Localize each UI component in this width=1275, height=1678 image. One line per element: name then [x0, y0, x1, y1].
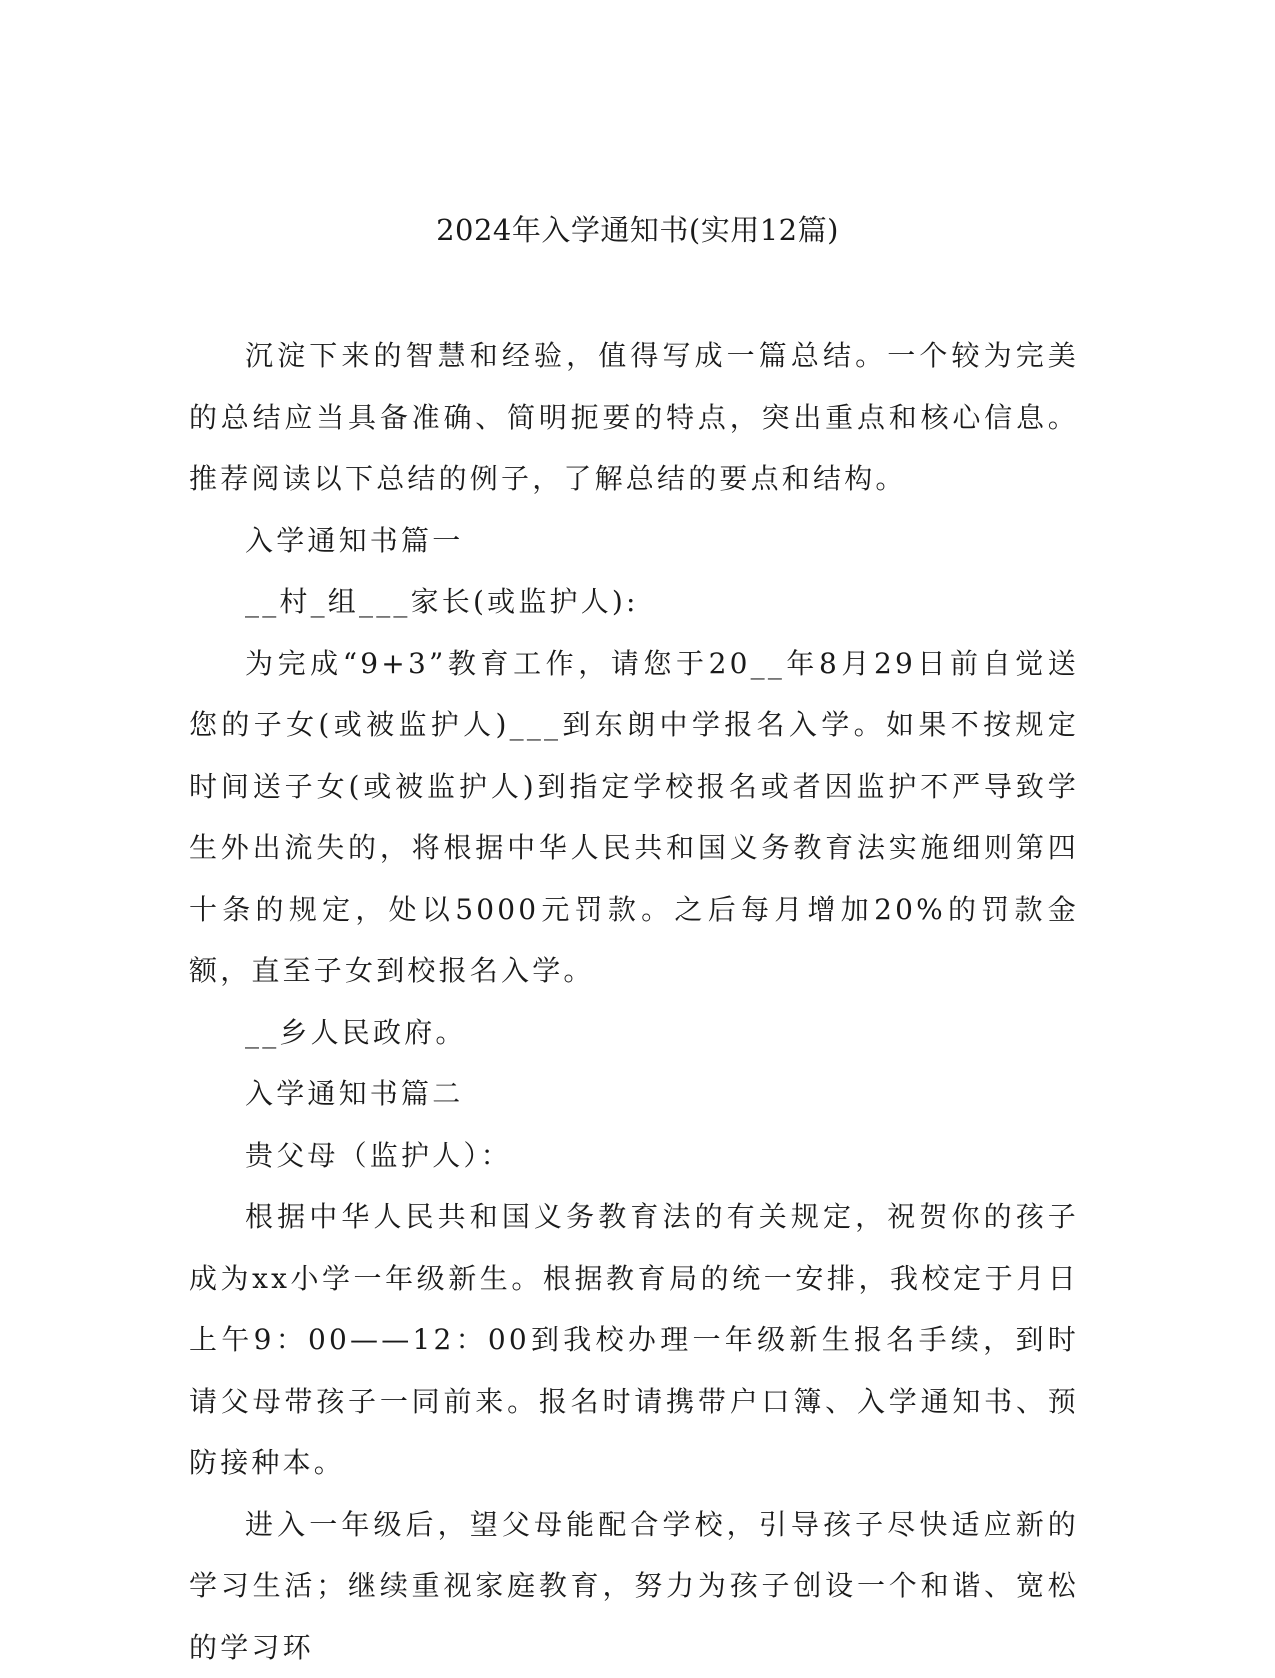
section-heading-1: 入学通知书篇一 — [189, 510, 1079, 572]
notice-paragraph-2: 根据中华人民共和国义务教育法的有关规定，祝贺你的孩子成为xx小学一年级新生。根据教育局的统一安排，我校定于月日上午9：00——12：00到我校办理一年级新生报名手续，到时请父母带孩子一同前来。报名时请携带户口簿、入学通知书、预防接种本。 — [189, 1186, 1079, 1494]
signature-1: __乡人民政府。 — [189, 1002, 1079, 1064]
document-title: 2024年入学通知书(实用12篇) — [0, 210, 1275, 250]
notice-paragraph-1: 为完成“9+3”教育工作，请您于20__年8月29日前自觉送您的子女(或被监护人)___到东朗中学报名入学。如果不按规定时间送子女(或被监护人)到指定学校报名或者因监护不严导致学生外出流失的，将根据中华人民共和国义务教育法实施细则第四十条的规定，处以5000元罚款。之后每月增加20%的罚款金额，直至子女到校报名入学。 — [189, 633, 1079, 1002]
intro-paragraph: 沉淀下来的智慧和经验，值得写成一篇总结。一个较为完美的总结应当具备准确、简明扼要的特点，突出重点和核心信息。推荐阅读以下总结的例子，了解总结的要点和结构。 — [189, 325, 1079, 510]
salutation-2: 贵父母（监护人）： — [189, 1125, 1079, 1187]
salutation-1: __村_组___家长(或监护人): — [189, 571, 1079, 633]
document-body — [189, 325, 1079, 1678]
section-heading-2: 入学通知书篇二 — [189, 1063, 1079, 1125]
notice-paragraph-3: 进入一年级后，望父母能配合学校，引导孩子尽快适应新的学习生活；继续重视家庭教育，努力为孩子创设一个和谐、宽松的学习环 — [189, 1494, 1079, 1678]
